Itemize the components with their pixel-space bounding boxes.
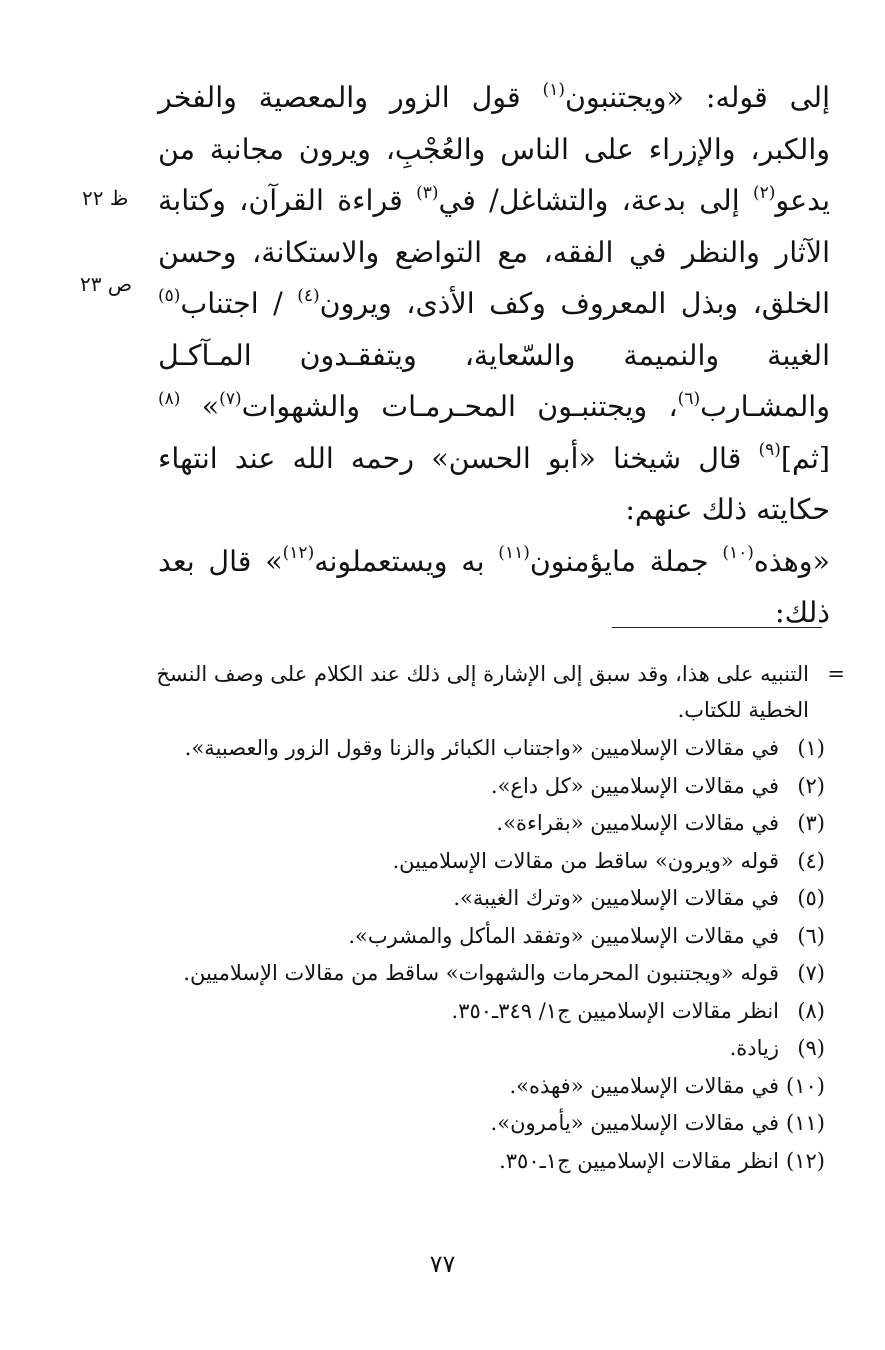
- footnote-text: قوله «ويرون» ساقط من مقالات الإسلاميين.: [392, 848, 779, 873]
- footnote-text: في مقالات الإسلاميين «وترك الغيبة».: [453, 886, 779, 910]
- footnote-item: [150, 955, 845, 993]
- footnote-ref-10[interactable]: (١٠): [722, 543, 754, 563]
- footnote-number: (١٢): [786, 1148, 825, 1173]
- footnotes-section: [150, 656, 845, 1180]
- footnote-number: (٧): [797, 961, 825, 985]
- text-run: قول الزور والمعصية والفخر والكبر، والإزراء على الناس والعُجْبِ، ويرون مجانبة من يدعو: [158, 81, 830, 217]
- footnote-ref-1[interactable]: (١): [542, 79, 565, 100]
- footnote-list: [150, 730, 845, 1180]
- footnote-ref-8[interactable]: (٨): [158, 388, 181, 409]
- footnote-item: [150, 843, 845, 881]
- page-number: ٧٧: [429, 1250, 456, 1278]
- footnote-text: في مقالات الإسلاميين «فهذه».: [509, 1073, 779, 1098]
- footnote-separator: [612, 627, 822, 628]
- text-run: «وهذه: [753, 544, 830, 578]
- footnote-text: في مقالات الإسلاميين «بقراءة».: [496, 811, 779, 835]
- footnote-text: زيادة.: [729, 1036, 779, 1060]
- main-text: [158, 72, 830, 639]
- footnote-ref-2[interactable]: (٢): [752, 182, 776, 203]
- footnote-ref-11[interactable]: (١١): [498, 543, 530, 563]
- text-run: ، ويجتنبـون المحـرمـات والشهوات: [241, 390, 678, 423]
- footnote-item: [150, 1068, 845, 1106]
- footnote-ref-5[interactable]: (٥): [158, 285, 181, 306]
- footnote-text: في مقالات الإسلاميين «واجتناب الكبائر والزنا وقول الزور والعصبية».: [184, 736, 779, 760]
- footnote-number: (٩): [797, 1036, 825, 1060]
- footnote-item: [150, 1030, 845, 1068]
- footnote-continuation: [150, 656, 845, 728]
- footnote-ref-12[interactable]: (١٢): [282, 543, 315, 563]
- continuation-text: التنبيه على هذا، وقد سبق إلى الإشارة إلى ذلك عند الكلام على وصف النسخ الخطية للكتاب.: [156, 662, 809, 722]
- text-run: قال شيخنا «أبو الحسن» رحمه الله عند انتهاء حكايته ذلك عنهم:: [158, 441, 830, 526]
- footnote-number: (٢): [797, 773, 825, 798]
- footnote-number: (١): [797, 736, 825, 760]
- text-run: / اجتناب: [180, 287, 298, 320]
- text-run: [ثم]: [780, 441, 830, 475]
- footnote-ref-7[interactable]: (٧): [219, 388, 242, 409]
- footnote-item: [150, 880, 845, 918]
- footnote-number: (٨): [797, 998, 825, 1023]
- text-run: إلى بدعة، والتشاغل/ في: [438, 184, 753, 217]
- footnote-number: (١١): [786, 1111, 825, 1135]
- footnote-item: [150, 768, 845, 806]
- paragraph-1: [158, 72, 830, 536]
- margin-note-page-23: ص ٢٣: [80, 272, 133, 296]
- footnote-text: انظر مقالات الإسلاميين ج١ـ٣٥٠.: [499, 1148, 779, 1173]
- footnote-ref-6[interactable]: (٦): [677, 388, 701, 409]
- footnote-number: (٤): [797, 848, 825, 873]
- footnote-text: في مقالات الإسلاميين «كل داع».: [490, 773, 779, 798]
- footnote-ref-4[interactable]: (٤): [297, 285, 320, 306]
- text-run: » قال بعد ذلك:: [158, 544, 830, 629]
- margin-note-folio-22: ظ ٢٢: [82, 186, 129, 210]
- footnote-item: [150, 1143, 845, 1181]
- paragraph-2: [158, 536, 830, 639]
- text-run: إلى قوله: «ويجتنبون: [564, 81, 830, 114]
- footnote-text: في مقالات الإسلاميين «يأمرون».: [490, 1111, 779, 1135]
- text-run: جملة مايؤمنون: [529, 544, 723, 578]
- footnote-text: انظر مقالات الإسلاميين ج١/ ٣٤٩ـ٣٥٠.: [451, 998, 779, 1023]
- text-run: به ويستعملونه: [314, 544, 499, 578]
- footnote-number: (٦): [797, 923, 825, 948]
- footnote-text: قوله «ويجتنبون المحرمات والشهوات» ساقط من مقالات الإسلاميين.: [183, 961, 779, 985]
- footnote-text: في مقالات الإسلاميين «وتفقد المأكل والمشرب».: [348, 923, 779, 948]
- footnote-ref-9[interactable]: (٩): [758, 440, 781, 460]
- footnote-item: [150, 805, 845, 843]
- footnote-item: [150, 993, 845, 1031]
- footnote-item: [150, 918, 845, 956]
- continuation-marker: =: [827, 662, 845, 686]
- text-run: »: [180, 390, 220, 423]
- footnote-item: [150, 1105, 845, 1143]
- footnote-ref-3[interactable]: (٣): [416, 182, 439, 203]
- footnote-number: (١٠): [786, 1073, 825, 1098]
- footnote-number: (٥): [797, 886, 825, 910]
- text-run: الغيبة والنميمة والسّعاية، ويتفقـدون المـآكـل والمشـارب: [158, 338, 830, 423]
- footnote-number: (٣): [797, 811, 825, 835]
- footnote-item: [150, 730, 845, 768]
- text-run: قراءة القرآن، وكتابة الآثار والنظر في الفقه، مع التواضع والاستكانة، وحسن الخلق، وبذل المعروف وكف الأذى، ويرون: [158, 184, 830, 320]
